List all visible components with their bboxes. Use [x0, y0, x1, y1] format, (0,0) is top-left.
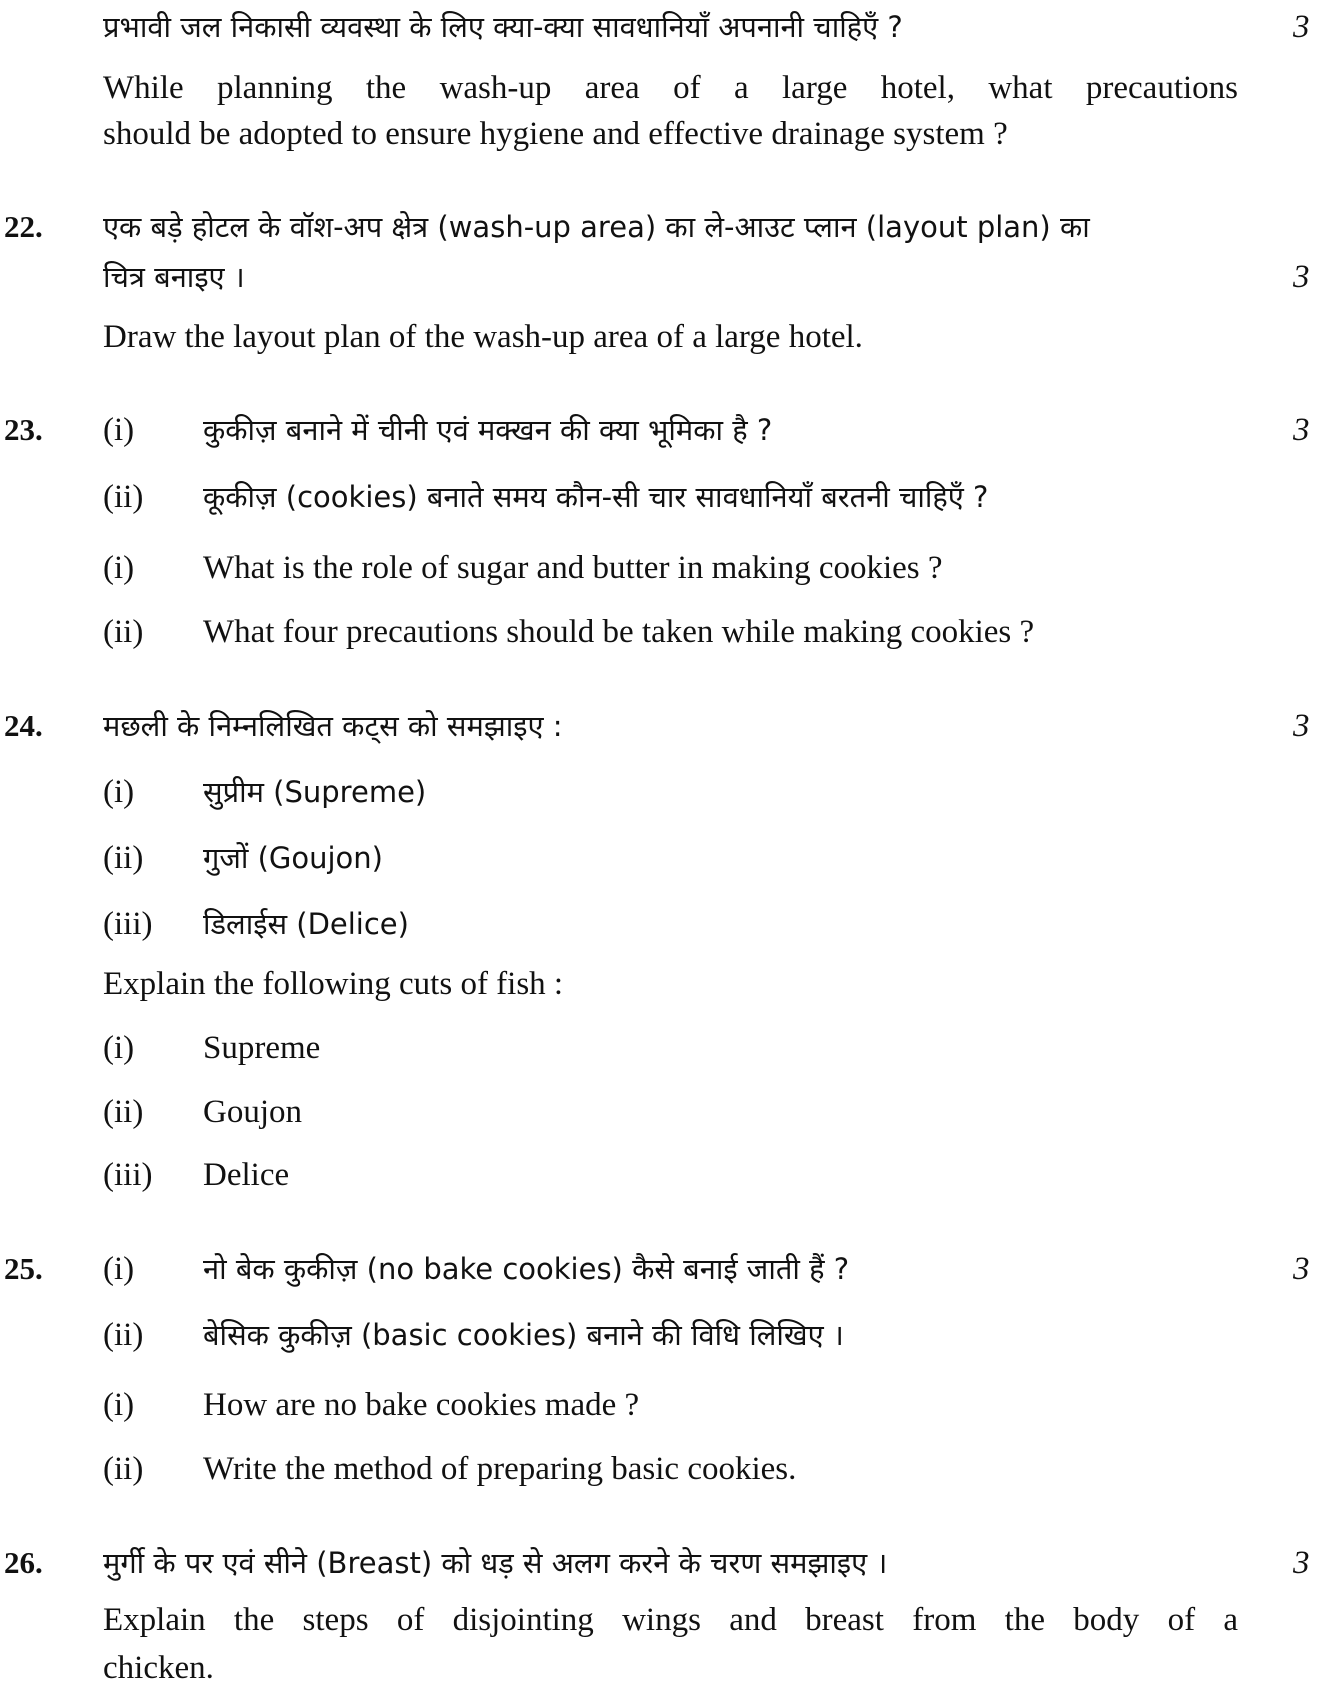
q24-part-text: डिलाईस (Delice)	[203, 907, 409, 941]
q26-hindi: मुर्गी के पर एवं सीने (Breast) को धड़ से अलग करने के चरण समझाइए ।	[103, 1546, 888, 1580]
q24-part-text: Supreme	[203, 1030, 321, 1066]
q21-english-line2: should be adopted to ensure hygiene and effective drainage system ?	[103, 116, 1008, 152]
q26-english-line1: Explain the steps of disjointing wings and breast from the body of a	[103, 1602, 1238, 1638]
q25-part-text: बेसिक कुकीज़ (basic cookies) बनाने की विधि लिखिए ।	[203, 1318, 844, 1352]
q25-part-label: (i)	[103, 1251, 135, 1287]
q21-hindi: प्रभावी जल निकासी व्यवस्था के लिए क्या-क्या सावधानियाँ अपनानी चाहिएँ ?	[103, 10, 903, 44]
q25-part-text: नो बेक कुकीज़ (no bake cookies) कैसे बनाई जाती हैं ?	[203, 1252, 850, 1286]
q22-hindi-line1: एक बड़े होटल के वॉश-अप क्षेत्र (wash-up area) का ले-आउट प्लान (layout plan) का	[103, 210, 1090, 244]
q24-part-label: (i)	[103, 1030, 135, 1066]
q24-part-text: Goujon	[203, 1094, 302, 1130]
q23-part-text: What is the role of sugar and butter in making cookies ?	[203, 550, 943, 586]
q22-hindi-line2: चित्र बनाइए ।	[103, 260, 245, 294]
q24-part-text: Delice	[203, 1157, 290, 1193]
q25-part-label: (ii)	[103, 1451, 144, 1487]
q24-part-text: सुप्रीम (Supreme)	[203, 775, 427, 809]
q23-number: 23.	[4, 412, 43, 447]
q24-part-label: (ii)	[103, 840, 144, 876]
q24-part-text: गुजों (Goujon)	[203, 841, 383, 875]
q26-english-line2: chicken.	[103, 1650, 214, 1686]
q25-marks: 3	[1293, 1251, 1310, 1287]
q23-part-text: What four precautions should be taken while making cookies ?	[203, 614, 1035, 650]
q24-number: 24.	[4, 708, 43, 743]
q24-part-label: (i)	[103, 774, 135, 810]
q24-hindi: मछली के निम्नलिखित कट्स को समझाइए :	[103, 709, 563, 743]
q22-english: Draw the layout plan of the wash-up area of a large hotel.	[103, 319, 863, 355]
q23-marks: 3	[1293, 412, 1310, 448]
q24-part-label: (iii)	[103, 906, 153, 942]
q25-part-label: (i)	[103, 1387, 135, 1423]
q22-marks: 3	[1293, 259, 1310, 295]
q22-number: 22.	[4, 209, 43, 244]
q21-marks: 3	[1293, 9, 1310, 45]
q23-part-text: कुकीज़ बनाने में चीनी एवं मक्खन की क्या भूमिका है ?	[203, 413, 773, 447]
q24-part-label: (iii)	[103, 1157, 153, 1193]
q25-number: 25.	[4, 1251, 43, 1286]
q23-part-label: (ii)	[103, 479, 144, 515]
q25-part-text: How are no bake cookies made ?	[203, 1387, 640, 1423]
q21-english-line1: While planning the wash-up area of a large hotel, what precautions	[103, 70, 1238, 106]
q24-part-label: (ii)	[103, 1094, 144, 1130]
q26-marks: 3	[1293, 1545, 1310, 1581]
q25-part-text: Write the method of preparing basic cookies.	[203, 1451, 797, 1487]
q25-part-label: (ii)	[103, 1317, 144, 1353]
q23-part-label: (i)	[103, 550, 135, 586]
q24-marks: 3	[1293, 708, 1310, 744]
q23-part-text: कूकीज़ (cookies) बनाते समय कौन-सी चार सावधानियाँ बरतनी चाहिएँ ?	[203, 480, 989, 514]
q24-english: Explain the following cuts of fish :	[103, 966, 564, 1002]
q26-number: 26.	[4, 1545, 43, 1580]
q23-part-label: (ii)	[103, 614, 144, 650]
q23-part-label: (i)	[103, 412, 135, 448]
